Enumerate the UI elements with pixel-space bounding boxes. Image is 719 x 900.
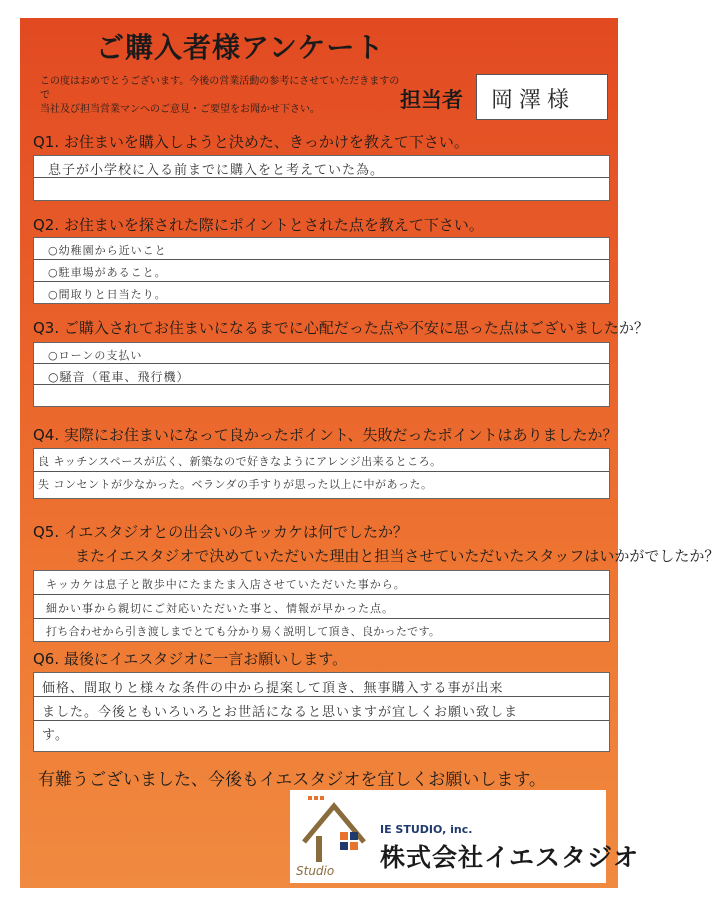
answer-text: 失 コンセントが少なかった。ベランダの手すりが思った以上に中があった。: [38, 478, 433, 491]
answer-text: す。: [42, 728, 69, 743]
form-title: ご購入者様アンケート: [96, 31, 385, 64]
ruled-line: [34, 259, 609, 260]
intro-text: [40, 75, 400, 117]
question-3: Q3. ご購入されてお住まいになるまでに心配だった点や不安に思った点はございましたか？: [33, 319, 649, 337]
logo-studio-script: Studio: [296, 864, 335, 878]
answer-text: 打ち合わせから引き渡しまでとても分かり易く説明して頂き、良かったです。: [46, 625, 441, 638]
house-logo-icon: [294, 792, 384, 872]
intro-line: 当社及び担当営業マンへのご意見・ご要望をお聞かせ下さい。: [40, 104, 320, 115]
question-2: Q2. お住まいを探された際にポイントとされた点を教えて下さい。: [33, 216, 484, 234]
answer-text: ○騒音（電車、飛行機）: [48, 370, 190, 384]
intro-line: この度はおめでとうございます。今後の営業活動の参考にさせていただきますので: [40, 76, 400, 101]
answer-text: ました。今後ともいろいろとお世話になると思いますが宜しくお願い致しま: [42, 705, 519, 720]
answer-text: ○間取りと日当たり。: [48, 288, 167, 301]
answer-box-6: [33, 672, 610, 752]
answer-box-4: [33, 448, 610, 499]
ruled-line: [34, 696, 609, 697]
answer-text: 細かい事から親切にご対応いただいた事と、情報が早かった点。: [46, 602, 394, 615]
answer-text: キッカケは息子と散歩中にたまたま入店させていただいた事から。: [46, 578, 406, 591]
answer-box-2: [33, 237, 610, 304]
ruled-line: [34, 471, 609, 472]
answer-text: ○ローンの支払い: [48, 349, 143, 362]
question-5-line-2: またイエスタジオで決めていただいた理由と担当させていただいたスタッフはいかがでしたか？: [75, 547, 719, 565]
answer-text: 価格、間取りと様々な条件の中から提案して頂き、無事購入する事が出来: [42, 681, 504, 696]
answer-box-3: [33, 342, 610, 407]
answer-text: ○駐車場があること。: [48, 266, 167, 279]
ruled-line: [34, 618, 609, 619]
question-5: Q5. イエスタジオとの出会いのキッカケは何でしたか？: [33, 523, 408, 541]
ruled-line: [34, 281, 609, 282]
ruled-line: [34, 594, 609, 595]
closing-message: 有難うございました、今後もイエスタジオを宜しくお願いします。: [38, 770, 546, 790]
question-1: Q1. お住まいを購入しようと決めた、きっかけを教えて下さい。: [33, 133, 469, 151]
logo-company-english: IE STUDIO, inc.: [380, 823, 473, 836]
question-4: Q4. 実際にお住まいになって良かったポイント、失敗だったポイントはありましたか？: [33, 426, 618, 444]
answer-text: 良 キッチンスペースが広く、新築なので好きなようにアレンジ出来るところ。: [38, 455, 442, 468]
company-logo: [290, 790, 640, 883]
answer-box-5: [33, 570, 610, 642]
ruled-line: [34, 363, 609, 364]
answer-box-1: [33, 155, 610, 201]
question-6: Q6. 最後にイエスタジオに一言お願いします。: [33, 650, 348, 668]
staff-name: 岡澤様: [491, 88, 576, 113]
staff-name-box: [476, 74, 608, 120]
answer-text: 息子が小学校に入る前までに購入をと考えていた為。: [48, 163, 385, 178]
staff-label: 担当者: [400, 88, 463, 112]
answer-text: ○幼稚園から近いこと: [48, 244, 167, 257]
logo-company-name: 株式会社イエスタジオ: [380, 843, 640, 872]
ruled-line: [34, 720, 609, 721]
